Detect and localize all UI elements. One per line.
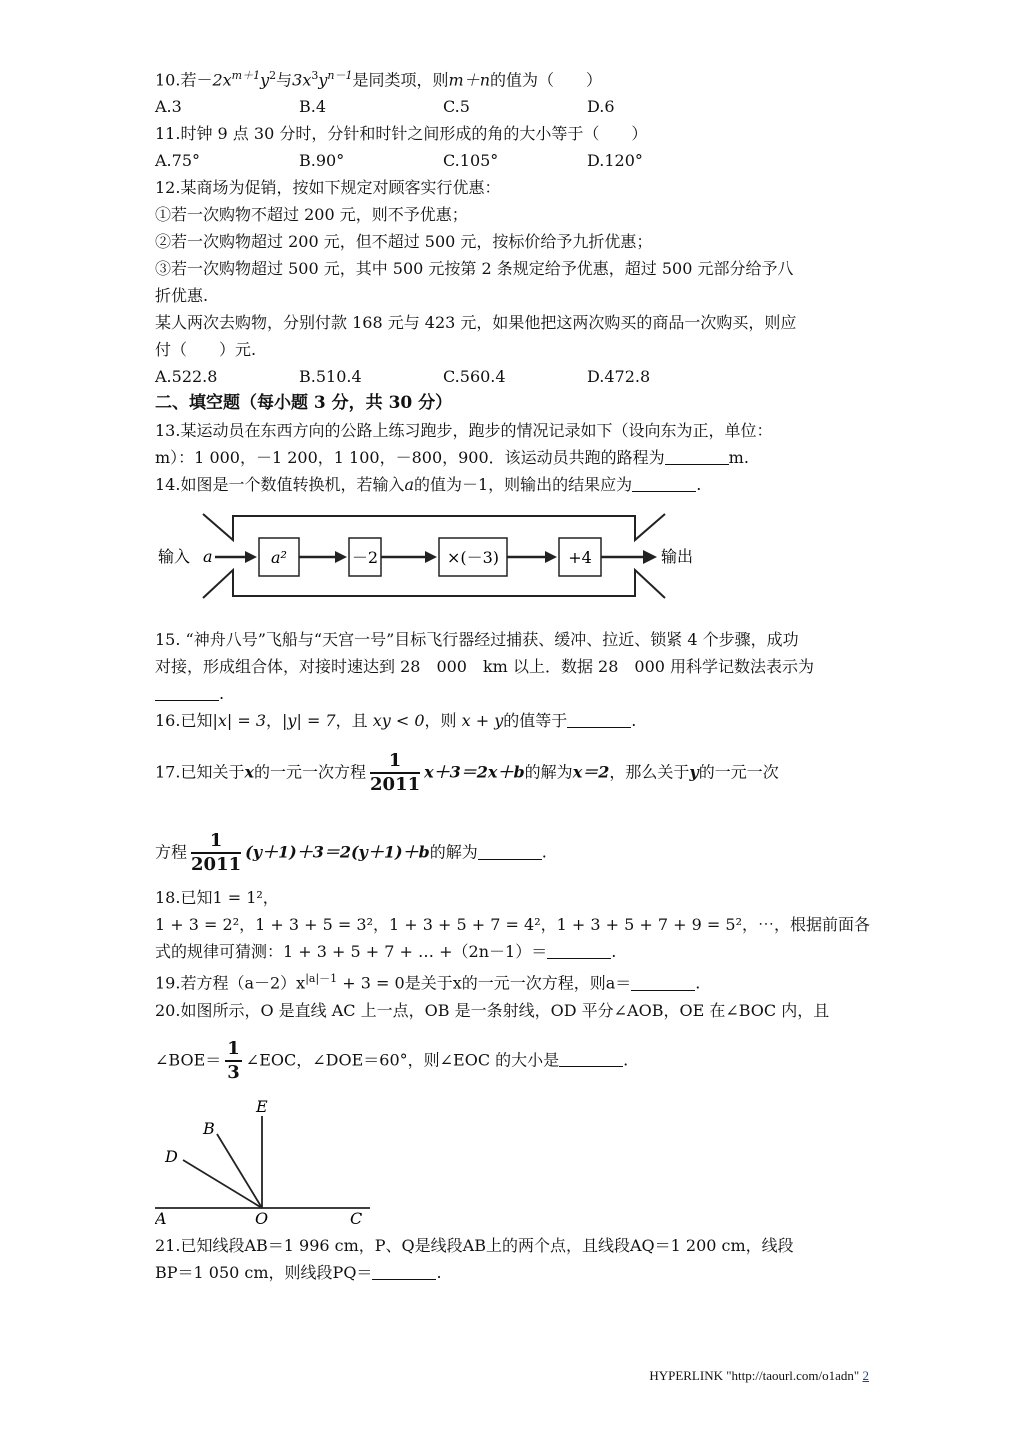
question-15-line1: 15. “神舟八号”飞船与“天宫一号”目标飞行器经过捕获、缓冲、拉近、锁紧 4 个步骤，成功 [155, 630, 799, 650]
q13-text: m）：1 000，－1 200，1 100，－800，900．该运动员共跑的路程为 [155, 448, 665, 468]
q11-option-c: C.105° [443, 151, 499, 171]
q10-option-b: B.4 [299, 97, 327, 117]
question-16 [155, 707, 875, 734]
label-D: D [165, 1146, 178, 1166]
q17-x: x [244, 762, 254, 782]
question-11: 11.时钟 9 点 30 分时，分针和时针之间形成的角的大小等于（ ） [155, 124, 648, 144]
q11-option-a: A.75° [155, 151, 200, 171]
q14-end: . [696, 475, 702, 495]
q17-line2-pre: 方程 [155, 842, 188, 862]
arrow-head [245, 551, 257, 563]
label-C: C [350, 1208, 363, 1226]
label-O: O [255, 1208, 269, 1226]
arrow-head [643, 550, 657, 564]
q17-line2-post: 的解为 [429, 842, 478, 862]
q10-suffix: 是同类项，则 [352, 70, 449, 90]
question-18-line2: 1 + 3 = 2²，1 + 3 + 5 = 3²，1 + 3 + 5 + 7 = 4²，1 + 3 + 5 + 7 + 9 = 5²，⋯，根据前面各 [155, 915, 870, 935]
arrow-head [425, 551, 437, 563]
question-18-line1: 18.已知1 = 1²， [155, 888, 279, 908]
q12-option-d: D.472.8 [587, 367, 651, 387]
question-12-line: 12.某商场为促销，按如下规定对顾客实行优惠： [155, 178, 501, 198]
question-18-line3 [155, 938, 875, 965]
question-12-line: ③若一次购物超过 500 元，其中 500 元按第 2 条规定给予优惠，超过 500 元部分给予八 [155, 259, 794, 279]
input-label: 输入 [158, 547, 191, 567]
q19-end: . [695, 973, 701, 993]
q14-var: a [404, 475, 414, 495]
q10-exp2: 3 [311, 69, 319, 82]
q10-exp1: m＋1 [231, 69, 261, 82]
q11-options [155, 147, 875, 174]
question-15-line2: 对接，形成组合体，对接时速达到 28 000 km 以上．数据 28 000 用科学记数法表示为 [155, 657, 815, 677]
q19-post: + 3 = 0是关于x的一元一次方程，则a＝ [337, 973, 632, 993]
q13-unit: m. [728, 448, 749, 468]
section-2-heading: 二、填空题（每小题 3 分，共 30 分） [155, 393, 453, 414]
question-17-line2 [155, 830, 875, 876]
question-10 [155, 62, 875, 93]
q12-option-a: A.522.8 [155, 367, 218, 387]
q16-expr: x + y [461, 711, 504, 731]
question-13-line2 [155, 444, 875, 471]
label-A: A [155, 1208, 167, 1226]
q16-pre: 16.已知 [155, 711, 213, 731]
q10-expr: m＋n [448, 70, 490, 90]
arrow-head [335, 551, 347, 563]
page-footer [649, 1368, 869, 1384]
q17-fraction [370, 750, 420, 796]
q10-option-c: C.5 [443, 97, 470, 117]
output-label: 输出 [661, 547, 694, 567]
question-21-line2 [155, 1259, 875, 1286]
q16-cond: xy < 0 [372, 711, 425, 731]
q10-mid: 与 [276, 70, 293, 90]
q10-term1: 2x [212, 70, 232, 90]
q16-mid: ，且 [335, 711, 373, 731]
q17-y: y [689, 762, 699, 782]
q10-suffix2: 的值为（ ） [490, 70, 603, 90]
q17-answer-blank [478, 843, 542, 860]
question-19 [155, 965, 875, 996]
box1-text: a² [271, 548, 287, 568]
q10-exp1b: 2 [269, 69, 277, 82]
angle-figure [155, 1096, 415, 1226]
footer-hyperlink-text: HYPERLINK "http://taourl.com/o1adn" [649, 1368, 860, 1383]
q16-end: . [631, 711, 637, 731]
q16-sep: ， [266, 711, 283, 731]
question-12-line: 某人两次去购物，分别付款 168 元与 423 元，如果他把这两次购买的商品一次购买，则应 [155, 313, 797, 333]
content [155, 62, 875, 1286]
question-20-line1: 20.如图所示，O 是直线 AC 上一点，OB 是一条射线，OD 平分∠AOB，OE 在∠BOC 内，且 [155, 1000, 830, 1020]
q12-options [155, 363, 875, 390]
q17-mid2: 的解为 [524, 762, 573, 782]
q17-end: . [541, 842, 547, 862]
q14-pre: 14.如图是一个数值转换机，若输入 [155, 475, 405, 495]
q18-end: . [611, 942, 617, 962]
q21-end: . [436, 1262, 442, 1282]
question-12-line: ①若一次购物不超过 200 元，则不予优惠； [155, 205, 468, 225]
q17-equation: x＋3＝2x＋b [424, 762, 525, 782]
page-number-link[interactable]: 2 [862, 1368, 869, 1383]
q20-post: ∠EOC，∠DOE＝60°，则∠EOC 的大小是 [245, 1050, 560, 1070]
q18-answer-blank [547, 942, 611, 959]
q11-option-d: D.120° [587, 151, 643, 171]
q17-post: 的一元一次 [698, 762, 779, 782]
label-B: B [203, 1118, 215, 1138]
question-15-line3 [155, 680, 875, 707]
q17-solution: x＝2 [572, 762, 610, 782]
q20-fraction [225, 1038, 242, 1084]
q17-mid: 的一元一次方程 [254, 762, 367, 782]
q15-answer-blank [155, 684, 219, 701]
q20-denominator: 3 [227, 1061, 240, 1083]
box3-text: ×(－3) [446, 548, 500, 568]
q17-denominator-2: 2011 [191, 854, 242, 876]
q10-options [155, 93, 875, 120]
q14-answer-blank [632, 475, 696, 492]
question-12-line: 付（ ）元. [155, 340, 257, 360]
input-var: a [203, 547, 213, 567]
q17-pre: 17.已知关于 [155, 762, 245, 782]
q10-term2: 3x [292, 70, 312, 90]
label-E: E [256, 1096, 268, 1116]
q21-text: BP＝1 050 cm，则线段PQ＝ [155, 1262, 373, 1282]
q17-fraction-2 [191, 830, 241, 876]
q13-answer-blank [665, 448, 729, 465]
question-21-line1: 21.已知线段AB＝1 996 cm，P、Q是线段AB上的两个点，且线段AQ＝1 200 cm，线段 [155, 1235, 794, 1255]
q12-option-c: C.560.4 [443, 367, 506, 387]
q19-answer-blank [631, 974, 695, 991]
question-20-line2 [155, 1038, 875, 1084]
question-14 [155, 471, 875, 498]
arrow-head [545, 551, 557, 563]
q20-end: . [623, 1050, 629, 1070]
q16-mid2: ，则 [424, 711, 462, 731]
q16-answer-blank [567, 711, 631, 728]
q17-numerator-2: 1 [191, 830, 241, 854]
q17-numerator: 1 [370, 750, 420, 774]
conversion-machine-diagram [155, 512, 875, 612]
q15-end: . [219, 684, 225, 704]
q11-option-b: B.90° [299, 151, 345, 171]
q10-term1b: y [260, 70, 270, 90]
q20-numerator: 1 [225, 1038, 242, 1062]
question-12-line: ②若一次购物超过 200 元，但不超过 500 元，按标价给予九折优惠； [155, 232, 653, 252]
ray-OB [217, 1134, 262, 1208]
q16-eq2: |y| = 7 [282, 711, 336, 731]
q14-post: 的值为－1，则输出的结果应为 [414, 475, 633, 495]
q18-text: 式的规律可猜测：1 + 3 + 5 + 7 + … +（2n－1）＝ [155, 942, 548, 962]
q10-option-d: D.6 [587, 97, 615, 117]
q17-denominator: 2011 [370, 774, 421, 796]
box4-text: +4 [568, 548, 592, 568]
q21-answer-blank [372, 1263, 436, 1280]
q16-post: 的值等于 [503, 711, 568, 731]
q19-exponent: |a|－1 [305, 972, 338, 986]
q19-pre: 19.若方程（a－2）x [155, 973, 306, 993]
question-12-line: 折优惠. [155, 286, 209, 306]
q10-prefix: 10.若－ [155, 70, 213, 90]
q10-exp2b: n－1 [327, 69, 353, 82]
q20-answer-blank [559, 1050, 623, 1067]
q17-equation-2: (y＋1)＋3＝2(y＋1)＋b [245, 842, 430, 862]
q10-term2b: y [318, 70, 328, 90]
ray-OD [183, 1160, 262, 1208]
q16-eq1: |x| = 3 [212, 711, 267, 731]
box2-text: －2 [351, 548, 379, 568]
question-17-line1 [155, 750, 875, 796]
q17-mid3: ，那么关于 [609, 762, 690, 782]
q20-pre: ∠BOE＝ [155, 1050, 222, 1070]
q10-option-a: A.3 [155, 97, 182, 117]
question-13-line1: 13.某运动员在东西方向的公路上练习跑步，跑步的情况记录如下（设向东为正，单位： [155, 421, 773, 441]
q12-option-b: B.510.4 [299, 367, 362, 387]
